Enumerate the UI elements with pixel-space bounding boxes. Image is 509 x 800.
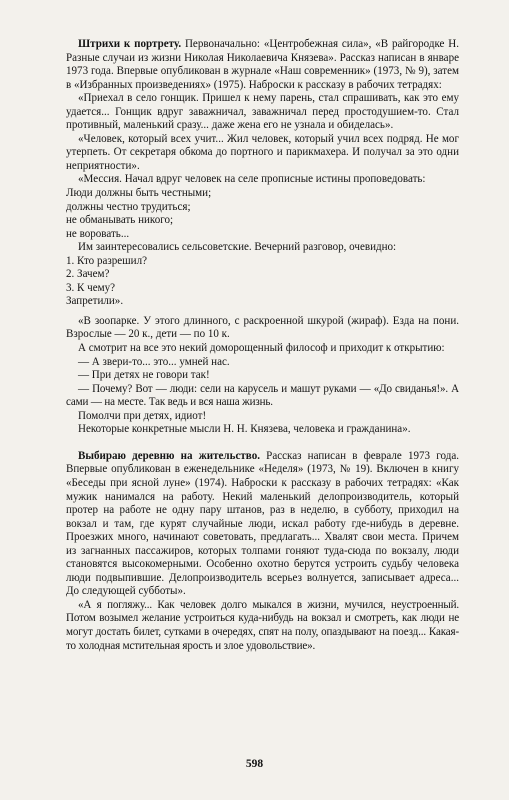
page-body xyxy=(66,38,459,653)
list-item: 3. К чему? xyxy=(66,281,116,294)
paragraph xyxy=(66,450,459,599)
paragraph: А смотрит на все это некий доморощенный философ и приходит к открытию: xyxy=(78,342,445,355)
section-heading: Выбираю деревню на жительство. xyxy=(78,449,260,462)
list-item: 2. Зачем? xyxy=(66,268,110,281)
dialog-line: — Почему? Вот — люди: сели на карусель и машут руками — «До свиданья!». А сами — на месте. Так ведь и вся наша жизнь. xyxy=(66,382,459,409)
paragraph: «Мессия. Начал вдруг человек на селе прописные истины проповедовать: xyxy=(78,173,426,186)
dialog-line: — А звери-то... это... умней нас. xyxy=(78,355,230,368)
paragraph: «Человек, который всех учит... Жил человек, который учил всех подряд. Не мог утерпеть. От секретаря обкома до портного и парикмахера. И получал за это одни неприятности». xyxy=(66,132,459,172)
dialog-line: — При детях не говори так! xyxy=(78,369,210,382)
paragraph: «А я погляжу... Как человек долго мыкался в жизни, мучился, неустроенный. Потом возымел желание устроиться куда-нибудь на вокзал и смотреть, как люди не могут достать билет, сутками в очередях, спят на полу, опаздывают на поезд... Какая-то холодная мстительная ярость и злое удовольствие». xyxy=(66,598,459,652)
verse-line: Люди должны быть честными; xyxy=(66,187,212,200)
paragraph xyxy=(66,38,459,92)
list-item: Запретили». xyxy=(66,295,124,308)
paragraph-text: Рассказ написан в феврале 1973 года. Впервые опубликован в еженедельнике «Неделя» (1973, № 19). Включен в книгу «Беседы при ясной луне» (1974). Наброски к рассказу в рабочих тетрадях: «Как мужик нанимался на работу. Некий маленький делопроизводитель, который протер на работе не одну пару штанов, раз в неделю, в субботу, приходил на вокзал и там, где курят случайные люди, искал работу где-нибудь в деревне. Проезжих много, начинают советовать, предлагать... Хвалят свои места. Причем из загнанных пассажиров, которых толпами гоняют туда-сюда по вокзалу, люди становятся высокомерными. Особенно охотно берутся устроить судьбу человека люди подвыпившие. Делопроизводитель всерьез волнуется, записывает адреса... До следующей субботы». xyxy=(66,449,460,598)
verse-line: должны честно трудиться; xyxy=(66,200,191,213)
list-item: 1. Кто разрешил? xyxy=(66,254,148,267)
paragraph: Некоторые конкретные мысли Н. Н. Князева, человека и гражданина». xyxy=(78,423,411,436)
paragraph: Им заинтересовались сельсоветские. Вечерний разговор, очевидно: xyxy=(78,241,397,254)
verse-line: не воровать... xyxy=(66,227,130,240)
section-heading: Штрихи к портрету. xyxy=(78,38,182,50)
dialog-line: Помолчи при детях, идиот! xyxy=(78,409,207,422)
paragraph-text: Первоначально: «Центробежная сила», «В райгородке Н. Разные случаи из жизни Николая Николаевича Князева». Рассказ написан в январе 1973 года. Впервые опубликован в журнале «Наш современник» (1973, № 9), затем в «Избранных произведениях» (1975). Наброски к рассказу в рабочих тетрадях: xyxy=(66,38,460,91)
paragraph: «Приехал в село гонщик. Пришел к нему парень, стал спрашивать, как это ему удается... Гонщик вдруг заважничал, заважничал перед простодушием-то. Стал противный, маленький сразу... даже жена его не узнала и обиделась». xyxy=(66,92,459,132)
paragraph: «В зоопарке. У этого длинного, с раскроенной шкурой (жираф). Езда на пони. Взрослые — 20 к., дети — по 10 к. xyxy=(66,314,459,341)
page-number: 598 xyxy=(245,758,264,770)
verse-line: не обманывать никого; xyxy=(66,214,174,227)
